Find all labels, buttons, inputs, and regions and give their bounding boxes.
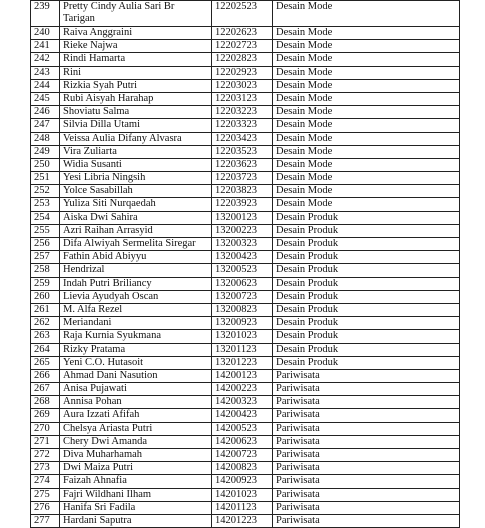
student-name-cell: Rindi Hamarta — [60, 53, 212, 66]
study-program-cell: Desain Produk — [273, 211, 460, 224]
student-id-cell: 13200623 — [212, 277, 273, 290]
table-row — [31, 251, 460, 264]
table-row — [31, 92, 460, 105]
study-program-cell: Desain Produk — [273, 238, 460, 251]
student-name-cell: Chery Dwi Amanda — [60, 435, 212, 448]
table-row — [31, 40, 460, 53]
table-row — [31, 501, 460, 514]
study-program-cell: Pariwisata — [273, 396, 460, 409]
row-number-cell: 254 — [31, 211, 60, 224]
row-number-cell: 261 — [31, 303, 60, 316]
student-id-cell: 13200523 — [212, 264, 273, 277]
table-row — [31, 343, 460, 356]
study-program-cell: Desain Mode — [273, 132, 460, 145]
student-id-cell: 12203523 — [212, 145, 273, 158]
row-number-cell: 243 — [31, 66, 60, 79]
student-id-cell: 12203923 — [212, 198, 273, 211]
row-number-cell: 267 — [31, 383, 60, 396]
row-number-cell: 241 — [31, 40, 60, 53]
table-row — [31, 330, 460, 343]
row-number-cell: 263 — [31, 330, 60, 343]
student-name-cell: Difa Alwiyah Sermelita Siregar — [60, 238, 212, 251]
student-id-cell: 13200123 — [212, 211, 273, 224]
study-program-cell: Desain Mode — [273, 1, 460, 27]
student-name-cell: Aura Izzati Afifah — [60, 409, 212, 422]
row-number-cell: 244 — [31, 79, 60, 92]
student-id-cell: 14200723 — [212, 449, 273, 462]
student-id-cell: 12202823 — [212, 53, 273, 66]
student-id-cell: 12203123 — [212, 92, 273, 105]
study-program-cell: Desain Produk — [273, 264, 460, 277]
study-program-cell: Pariwisata — [273, 462, 460, 475]
table-row — [31, 185, 460, 198]
row-number-cell: 246 — [31, 106, 60, 119]
student-name-cell: Aiska Dwi Sahira — [60, 211, 212, 224]
study-program-cell: Desain Produk — [273, 224, 460, 237]
student-name-cell: Faizah Ahnafia — [60, 475, 212, 488]
table-row — [31, 224, 460, 237]
student-id-cell: 12203723 — [212, 172, 273, 185]
table-row — [31, 277, 460, 290]
student-name-cell: Yolce Sasabillah — [60, 185, 212, 198]
student-id-cell: 13200423 — [212, 251, 273, 264]
table-row — [31, 145, 460, 158]
row-number-cell: 266 — [31, 369, 60, 382]
student-id-cell: 14200923 — [212, 475, 273, 488]
study-program-cell: Desain Mode — [273, 27, 460, 40]
student-id-cell: 12203823 — [212, 185, 273, 198]
student-id-cell: 13200323 — [212, 238, 273, 251]
row-number-cell: 265 — [31, 356, 60, 369]
table-row — [31, 303, 460, 316]
student-name-cell: Indah Putri Briliancy — [60, 277, 212, 290]
table-row — [31, 132, 460, 145]
student-name-cell: M. Alfa Rezel — [60, 303, 212, 316]
study-program-cell: Desain Produk — [273, 303, 460, 316]
study-program-cell: Desain Mode — [273, 172, 460, 185]
student-id-cell: 14200123 — [212, 369, 273, 382]
student-name-cell: Anisa Pujawati — [60, 383, 212, 396]
student-id-cell: 14200423 — [212, 409, 273, 422]
student-id-cell: 14201223 — [212, 514, 273, 527]
table-row — [31, 383, 460, 396]
table-row — [31, 198, 460, 211]
row-number-cell: 262 — [31, 317, 60, 330]
row-number-cell: 249 — [31, 145, 60, 158]
table-row — [31, 27, 460, 40]
student-name-cell: Ahmad Dani Nasution — [60, 369, 212, 382]
table-row — [31, 53, 460, 66]
study-program-cell: Desain Produk — [273, 330, 460, 343]
student-table — [30, 0, 460, 528]
student-name-cell: Silvia Dilla Utami — [60, 119, 212, 132]
study-program-cell: Desain Mode — [273, 106, 460, 119]
table-row — [31, 119, 460, 132]
row-number-cell: 252 — [31, 185, 60, 198]
row-number-cell: 259 — [31, 277, 60, 290]
row-number-cell: 239 — [31, 1, 60, 27]
study-program-cell: Desain Produk — [273, 343, 460, 356]
study-program-cell: Desain Mode — [273, 53, 460, 66]
table-row — [31, 290, 460, 303]
row-number-cell: 242 — [31, 53, 60, 66]
student-name-cell: Fajri Wildhani Ilham — [60, 488, 212, 501]
student-id-cell: 13201223 — [212, 356, 273, 369]
table-row — [31, 172, 460, 185]
study-program-cell: Desain Mode — [273, 79, 460, 92]
row-number-cell: 251 — [31, 172, 60, 185]
student-name-cell: Dwi Maiza Putri — [60, 462, 212, 475]
table-row — [31, 449, 460, 462]
row-number-cell: 269 — [31, 409, 60, 422]
student-id-cell: 13200923 — [212, 317, 273, 330]
row-number-cell: 258 — [31, 264, 60, 277]
row-number-cell: 276 — [31, 501, 60, 514]
study-program-cell: Pariwisata — [273, 409, 460, 422]
student-id-cell: 13200223 — [212, 224, 273, 237]
study-program-cell: Desain Mode — [273, 119, 460, 132]
table-row — [31, 435, 460, 448]
table-row — [31, 106, 460, 119]
row-number-cell: 271 — [31, 435, 60, 448]
student-id-cell: 12202623 — [212, 27, 273, 40]
student-id-cell: 14200323 — [212, 396, 273, 409]
student-name-cell: Annisa Pohan — [60, 396, 212, 409]
student-name-cell: Fathin Abid Abiyyu — [60, 251, 212, 264]
student-id-cell: 12202723 — [212, 40, 273, 53]
student-id-cell: 12203023 — [212, 79, 273, 92]
row-number-cell: 255 — [31, 224, 60, 237]
student-list-sheet — [30, 0, 460, 528]
student-name-cell: Lievia Ayudyah Oscan — [60, 290, 212, 303]
student-name-cell: Hanifa Sri Fadila — [60, 501, 212, 514]
table-row — [31, 356, 460, 369]
table-row — [31, 475, 460, 488]
table-row — [31, 66, 460, 79]
study-program-cell: Desain Mode — [273, 92, 460, 105]
student-name-cell: Azri Raihan Arrasyid — [60, 224, 212, 237]
student-name-cell: Raiva Anggraini — [60, 27, 212, 40]
study-program-cell: Desain Produk — [273, 277, 460, 290]
table-row — [31, 396, 460, 409]
student-name-cell: Yeni C.O. Hutasoit — [60, 356, 212, 369]
student-name-cell: Vira Zuliarta — [60, 145, 212, 158]
student-name-cell: Rieke Najwa — [60, 40, 212, 53]
student-name-cell: Rizkia Syah Putri — [60, 79, 212, 92]
student-name-cell: Yuliza Siti Nurqaedah — [60, 198, 212, 211]
study-program-cell: Pariwisata — [273, 449, 460, 462]
row-number-cell: 260 — [31, 290, 60, 303]
student-table-body — [31, 1, 460, 528]
table-row — [31, 317, 460, 330]
study-program-cell: Desain Mode — [273, 198, 460, 211]
row-number-cell: 275 — [31, 488, 60, 501]
student-id-cell: 14200623 — [212, 435, 273, 448]
student-id-cell: 12203323 — [212, 119, 273, 132]
study-program-cell: Desain Mode — [273, 145, 460, 158]
student-name-cell: Rizky Pratama — [60, 343, 212, 356]
student-id-cell: 13201023 — [212, 330, 273, 343]
student-id-cell: 14201123 — [212, 501, 273, 514]
table-row — [31, 422, 460, 435]
study-program-cell: Pariwisata — [273, 514, 460, 527]
row-number-cell: 245 — [31, 92, 60, 105]
table-row — [31, 369, 460, 382]
row-number-cell: 270 — [31, 422, 60, 435]
student-name-cell: Hendrizal — [60, 264, 212, 277]
student-id-cell: 13200823 — [212, 303, 273, 316]
row-number-cell: 240 — [31, 27, 60, 40]
study-program-cell: Desain Produk — [273, 317, 460, 330]
student-name-cell: Hardani Saputra — [60, 514, 212, 527]
student-id-cell: 14200223 — [212, 383, 273, 396]
table-row — [31, 264, 460, 277]
student-name-cell: Rini — [60, 66, 212, 79]
study-program-cell: Pariwisata — [273, 475, 460, 488]
study-program-cell: Pariwisata — [273, 369, 460, 382]
row-number-cell: 273 — [31, 462, 60, 475]
table-row — [31, 488, 460, 501]
study-program-cell: Pariwisata — [273, 435, 460, 448]
student-name-cell: Rubi Aisyah Harahap — [60, 92, 212, 105]
row-number-cell: 253 — [31, 198, 60, 211]
table-row — [31, 79, 460, 92]
table-row — [31, 158, 460, 171]
row-number-cell: 256 — [31, 238, 60, 251]
table-row — [31, 211, 460, 224]
student-name-cell: Meriandani — [60, 317, 212, 330]
row-number-cell: 248 — [31, 132, 60, 145]
study-program-cell: Desain Mode — [273, 66, 460, 79]
study-program-cell: Desain Produk — [273, 290, 460, 303]
student-id-cell: 13201123 — [212, 343, 273, 356]
student-id-cell: 13200723 — [212, 290, 273, 303]
row-number-cell: 277 — [31, 514, 60, 527]
table-row — [31, 514, 460, 527]
study-program-cell: Desain Mode — [273, 40, 460, 53]
student-id-cell: 12203223 — [212, 106, 273, 119]
student-id-cell: 12202923 — [212, 66, 273, 79]
student-id-cell: 12203423 — [212, 132, 273, 145]
student-id-cell: 12202523 — [212, 1, 273, 27]
study-program-cell: Desain Mode — [273, 158, 460, 171]
student-id-cell: 14200823 — [212, 462, 273, 475]
study-program-cell: Pariwisata — [273, 422, 460, 435]
row-number-cell: 257 — [31, 251, 60, 264]
student-name-cell: Yesi Libria Ningsih — [60, 172, 212, 185]
student-name-cell: Raja Kurnia Syukmana — [60, 330, 212, 343]
study-program-cell: Desain Produk — [273, 356, 460, 369]
study-program-cell: Desain Produk — [273, 251, 460, 264]
row-number-cell: 272 — [31, 449, 60, 462]
student-id-cell: 12203623 — [212, 158, 273, 171]
student-id-cell: 14200523 — [212, 422, 273, 435]
student-name-cell: Veissa Aulia Difany Alvasra — [60, 132, 212, 145]
row-number-cell: 250 — [31, 158, 60, 171]
table-row — [31, 462, 460, 475]
study-program-cell: Desain Mode — [273, 185, 460, 198]
row-number-cell: 268 — [31, 396, 60, 409]
student-name-cell: Diva Muharhamah — [60, 449, 212, 462]
row-number-cell: 274 — [31, 475, 60, 488]
student-name-cell: Shoviatu Salma — [60, 106, 212, 119]
student-name-cell: Chelsya Ariasta Putri — [60, 422, 212, 435]
row-number-cell: 264 — [31, 343, 60, 356]
table-row — [31, 409, 460, 422]
row-number-cell: 247 — [31, 119, 60, 132]
table-row — [31, 238, 460, 251]
table-row — [31, 1, 460, 27]
study-program-cell: Pariwisata — [273, 501, 460, 514]
study-program-cell: Pariwisata — [273, 488, 460, 501]
student-name-cell: Widia Susanti — [60, 158, 212, 171]
study-program-cell: Pariwisata — [273, 383, 460, 396]
student-id-cell: 14201023 — [212, 488, 273, 501]
student-name-cell: Pretty Cindy Aulia Sari Br Tarigan — [60, 1, 212, 27]
